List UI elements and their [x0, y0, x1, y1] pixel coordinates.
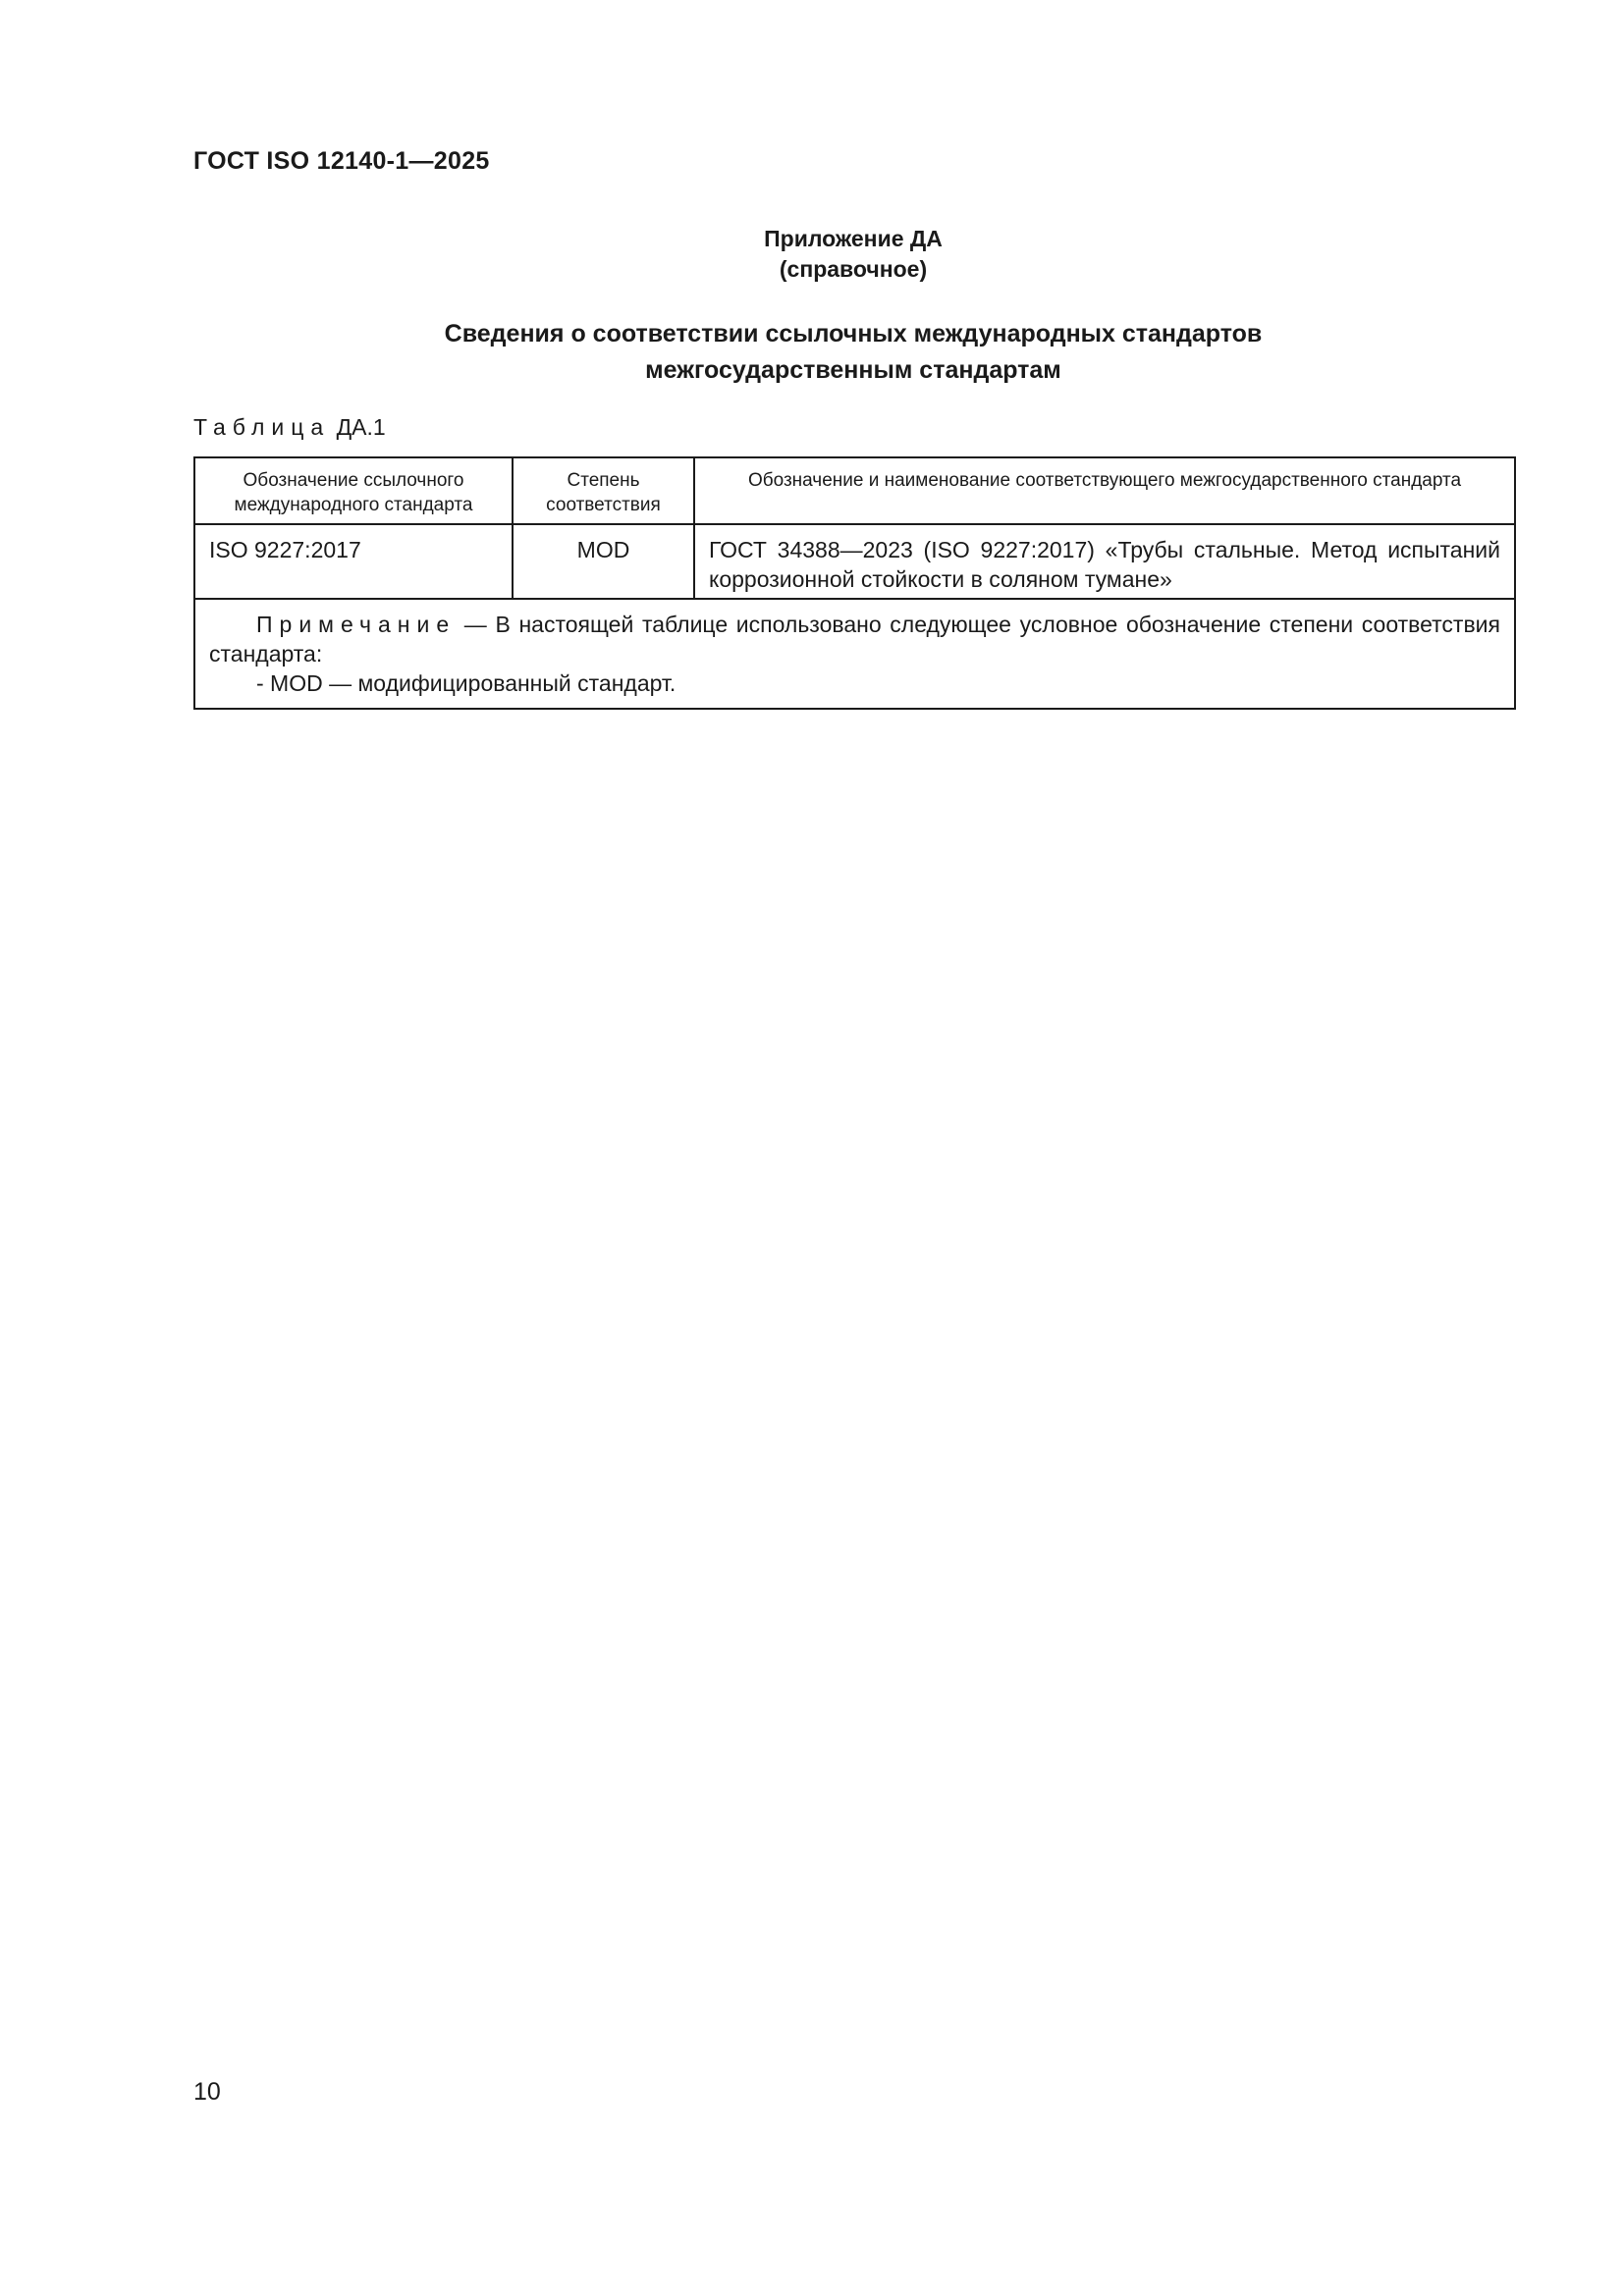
table-caption-number: ДА.1 — [336, 414, 386, 440]
table-row — [194, 524, 1515, 599]
cell-reference-standard: ISO 9227:2017 — [194, 524, 513, 599]
document-designation: ГОСТ ISO 12140-1—2025 — [193, 147, 490, 175]
annex-title: Приложение ДА — [764, 226, 943, 251]
column-header-interstate-standard: Обозначение и наименование соответствующего межгосударственного стандарта — [694, 457, 1515, 524]
table-caption-label: Таблица — [193, 414, 331, 440]
section-title-line-2: межгосударственным стандартам — [645, 356, 1061, 384]
page-number: 10 — [193, 2078, 221, 2106]
table-note-row — [194, 599, 1515, 709]
table-note — [194, 599, 1515, 709]
column-header-degree: Степень соответствия — [513, 457, 694, 524]
note-text: — В настоящей таблице использовано следующее условное обозначение степени соответствия стандарта: — [209, 612, 1500, 667]
column-header-reference-standard: Обозначение ссылочного международного стандарта — [194, 457, 513, 524]
annex-heading — [193, 224, 1513, 285]
note-item: - MOD — модифицированный стандарт. — [256, 670, 677, 696]
note-label: Примечание — [256, 612, 457, 637]
table-caption — [193, 414, 386, 441]
cell-degree: MOD — [513, 524, 694, 599]
section-title-line-1: Сведения о соответствии ссылочных международных стандартов — [444, 320, 1263, 347]
section-title — [193, 316, 1513, 389]
annex-subtitle: (справочное) — [779, 256, 928, 282]
table-header-row — [194, 457, 1515, 524]
correspondence-table — [193, 456, 1516, 710]
cell-interstate-standard: ГОСТ 34388—2023 (ISO 9227:2017) «Трубы стальные. Метод испытаний коррозионной стойкости в соляном тумане» — [694, 524, 1515, 599]
